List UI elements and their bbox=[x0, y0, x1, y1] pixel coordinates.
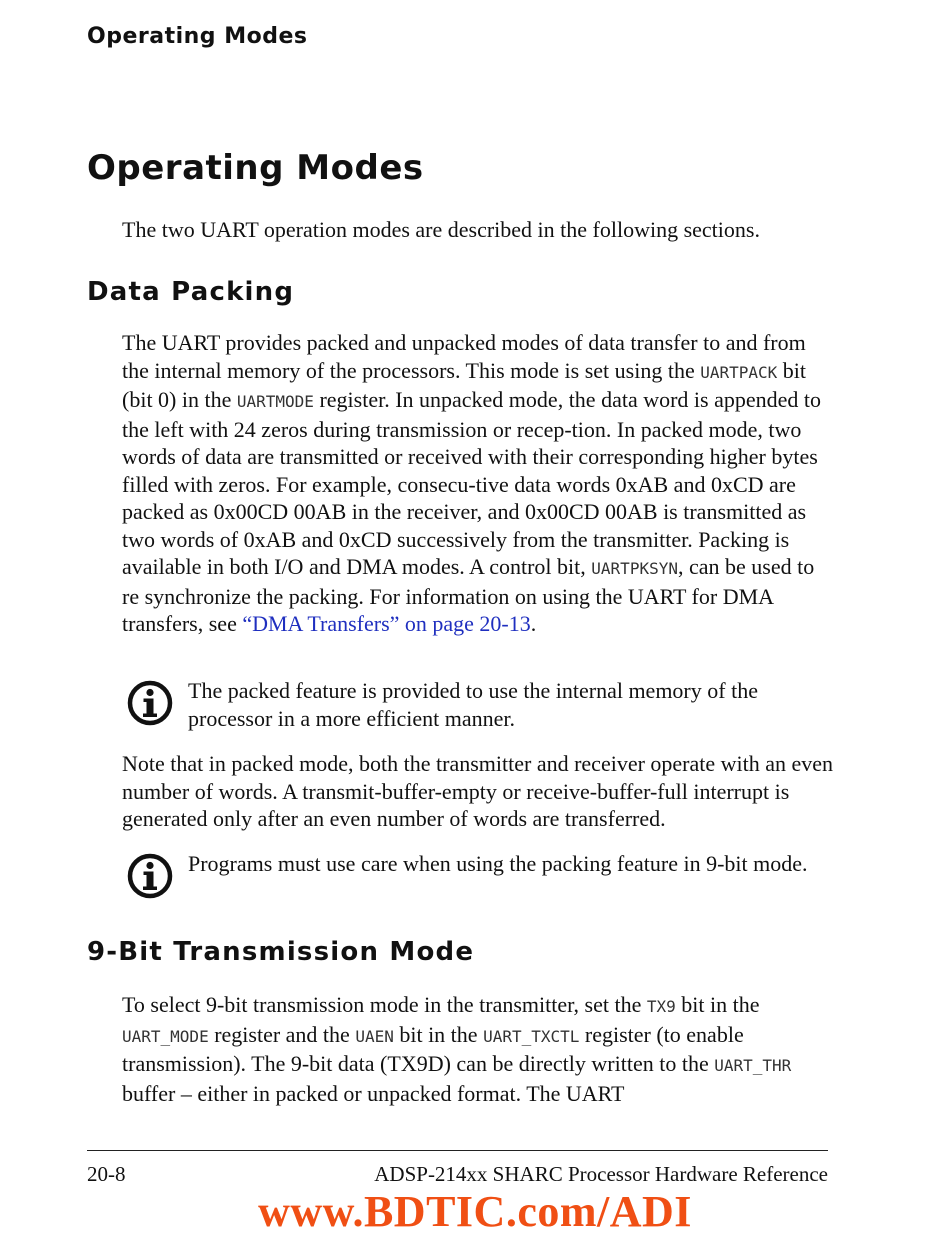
even-words-paragraph: Note that in packed mode, both the transmitter and receiver operate with an even number of words. A transmit-buffer-empty or receive-buffer-full interrupt is generated only after an even number of words are transferred. bbox=[122, 751, 834, 831]
intro-paragraph: The two UART operation modes are described in the following sections. bbox=[122, 217, 760, 242]
register-tx9: TX9 bbox=[646, 997, 676, 1016]
footer-rule bbox=[87, 1150, 828, 1151]
register-uartpksyn: UARTPKSYN bbox=[591, 559, 678, 578]
info-icon bbox=[126, 852, 174, 900]
running-header: Operating Modes bbox=[87, 24, 308, 49]
data-packing-paragraph: The UART provides packed and unpacked modes of data transfer to and from the internal memory of the processors. This mode is set using the UARTPACK bit (bit 0) in the UARTMODE register. In unpacked mode, the data word is appended to the left with 24 zeros during transmission or recep-tion. In packed mode, two words of data are transmitted or received with their corresponding higher bytes filled with zeros. For example, consecu-tive data words 0xAB and 0xCD are packed as 0x00CD 00AB in the receiver, and 0x00CD 00AB is transmitted as two words of 0xAB and 0xCD successively from the transmitter. Packing is available in both I/O and DMA modes. A control bit, UARTPKSYN, can be used to re synchronize the packing. For information on using the UART for DMA transfers, see “DMA Transfers” on page 20-13. bbox=[122, 330, 822, 636]
watermark-url: www.BDTIC.com/ADI bbox=[258, 1187, 692, 1236]
book-title: ADSP-214xx SHARC Processor Hardware Reference bbox=[374, 1162, 828, 1186]
register-uartpack: UARTPACK bbox=[700, 362, 778, 382]
note-text: Programs must use care when using the packing feature in 9-bit mode. bbox=[188, 851, 808, 876]
data-packing-heading: Data Packing bbox=[87, 277, 295, 307]
page-number: 20-8 bbox=[87, 1162, 126, 1186]
register-uart-mode: UART_MODE bbox=[122, 1026, 209, 1046]
section-title: Operating Modes bbox=[87, 148, 424, 188]
register-uaen: UAEN bbox=[355, 1026, 394, 1046]
register-uartmode: UARTMODE bbox=[236, 392, 314, 411]
info-icon bbox=[126, 679, 174, 727]
nine-bit-paragraph: To select 9-bit transmission mode in the transmitter, set the TX9 bit in the UART_MODE register and the UAEN bit in the UART_TXCTL register (to enable transmission). The 9-bit data (TX9D) can be directly written to the UART_THR buffer – either in packed or unpacked format. The UART bbox=[122, 992, 792, 1106]
dma-transfers-link[interactable]: “DMA Transfers” on page 20-13 bbox=[242, 611, 531, 636]
register-uart-thr: UART_THR bbox=[714, 1056, 792, 1075]
register-uart-txctl: UART_TXCTL bbox=[483, 1026, 580, 1046]
nine-bit-heading: 9-Bit Transmission Mode bbox=[87, 937, 475, 967]
note-text: The packed feature is provided to use the internal memory of the processor in a more efficient manner. bbox=[188, 678, 758, 731]
